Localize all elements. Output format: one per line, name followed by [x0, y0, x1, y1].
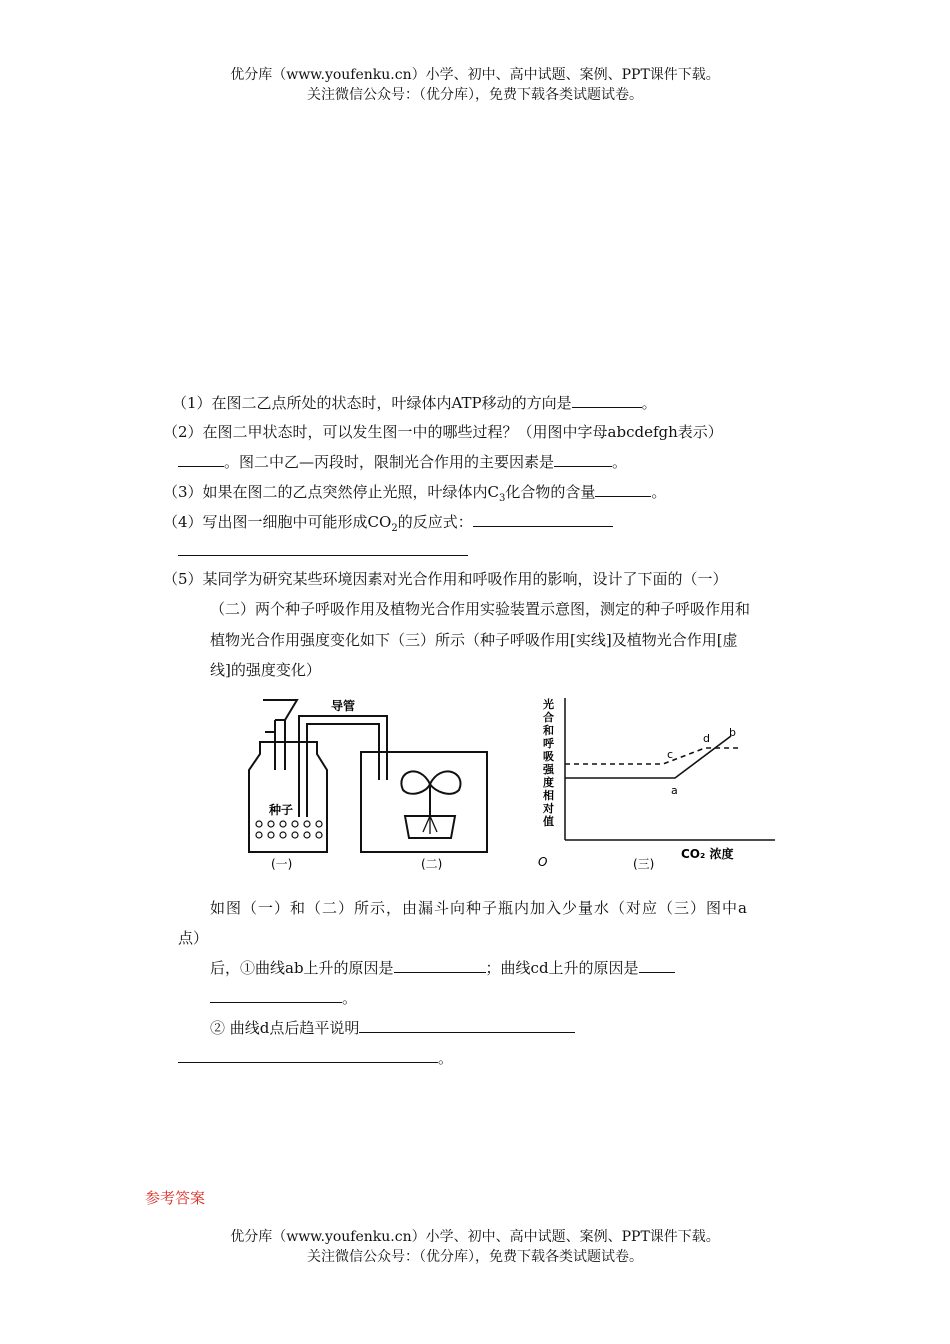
svg-text:相: 相 — [543, 789, 554, 802]
x-axis-label: CO₂ 浓度 — [681, 847, 734, 861]
svg-text:对: 对 — [543, 802, 554, 815]
point-b: b — [729, 726, 736, 739]
question-4: （4）写出图一细胞中可能形成$CO_2$的反应式： — [163, 512, 613, 539]
svg-text:强: 强 — [543, 763, 554, 776]
curve-photosynthesis — [565, 748, 740, 764]
question-2: （2）在图二甲状态时，可以发生图一中的哪些过程？（用图中字母abcdefgh表示） — [163, 423, 723, 441]
label-seed: 种子 — [269, 803, 294, 817]
question-5-para-1b: 点） — [178, 929, 209, 947]
question-5-para-3: ② 曲线d点后趋平说明 — [210, 1018, 575, 1038]
svg-text:光: 光 — [543, 698, 554, 711]
svg-text:值: 值 — [543, 815, 554, 828]
caption-1: (一) — [271, 857, 293, 871]
question-5-para-1: 如图（一）和（二）所示，由漏斗向种子瓶内加入少量水（对应（三）图中a — [210, 899, 748, 917]
svg-text:合: 合 — [543, 711, 554, 724]
answer-blank[interactable] — [554, 452, 612, 467]
question-2-cont: 。图二中乙—丙段时，限制光合作用的主要因素是 。 — [178, 452, 627, 472]
answer-heading: 参考答案 — [145, 1189, 206, 1207]
question-1: （1）在图二乙点所处的状态时，叶绿体内ATP移动的方向是 。 — [172, 394, 657, 412]
question-5-line-2: （二）两个种子呼吸作用及植物光合作用实验装置示意图，测定的种子呼吸作用和 — [210, 600, 751, 618]
question-5-para-3-cont: 。 — [178, 1048, 453, 1068]
origin-label: O — [538, 855, 548, 869]
caption-2: (二) — [421, 857, 443, 871]
footer-line-1: 优分库（www.youfenku.cn）小学、初中、高中试题、案例、PPT课件下载。 — [230, 1229, 720, 1245]
point-a: a — [671, 784, 678, 797]
question-5-para-2-cont: 。 — [210, 988, 357, 1008]
caption-3: (三) — [633, 857, 655, 871]
answer-blank[interactable] — [473, 512, 613, 527]
label-tube: 导管 — [331, 699, 356, 713]
seed-dots — [256, 821, 322, 838]
seed-bottle — [249, 700, 387, 852]
svg-text:吸: 吸 — [543, 750, 554, 763]
answer-blank[interactable] — [210, 988, 342, 1003]
answer-blank[interactable] — [394, 958, 486, 973]
answer-blank[interactable] — [572, 393, 642, 408]
svg-text:度: 度 — [543, 776, 554, 789]
question-5-line-4: 线]的强度变化） — [210, 661, 321, 679]
question-5-line-3: 植物光合作用强度变化如下（三）所示（种子呼吸作用[实线]及植物光合作用[虚 — [210, 631, 738, 649]
y-axis-label — [542, 697, 555, 828]
answer-blank[interactable] — [639, 958, 675, 973]
footer-line-2: 关注微信公众号：（优分库），免费下载各类试题试卷。 — [307, 1249, 643, 1265]
header-line-1: 优分库（www.youfenku.cn）小学、初中、高中试题、案例、PPT课件下载。 — [230, 67, 720, 83]
svg-text:和: 和 — [543, 724, 554, 737]
graph-axes — [565, 698, 775, 840]
point-c: c — [667, 748, 674, 761]
question-5-line-1: （5）某同学为研究某些环境因素对光合作用和呼吸作用的影响，设计了下面的（一） — [163, 570, 728, 588]
answer-blank[interactable] — [178, 1048, 438, 1063]
question-5-para-2: 后，①曲线ab上升的原因是 ；曲线cd上升的原因是 — [210, 958, 675, 978]
question-3: （3）如果在图二的乙点突然停止光照，叶绿体内$C_3$化合物的含量 。 — [163, 483, 667, 504]
answer-blank[interactable] — [595, 482, 651, 497]
header-line-2: 关注微信公众号：（优分库），免费下载各类试题试卷。 — [307, 87, 643, 103]
experiment-figure — [235, 692, 795, 872]
answer-line[interactable] — [178, 555, 468, 556]
answer-blank[interactable] — [178, 452, 224, 467]
point-d: d — [703, 732, 710, 745]
answer-blank[interactable] — [359, 1018, 575, 1033]
svg-text:呼: 呼 — [543, 737, 554, 750]
